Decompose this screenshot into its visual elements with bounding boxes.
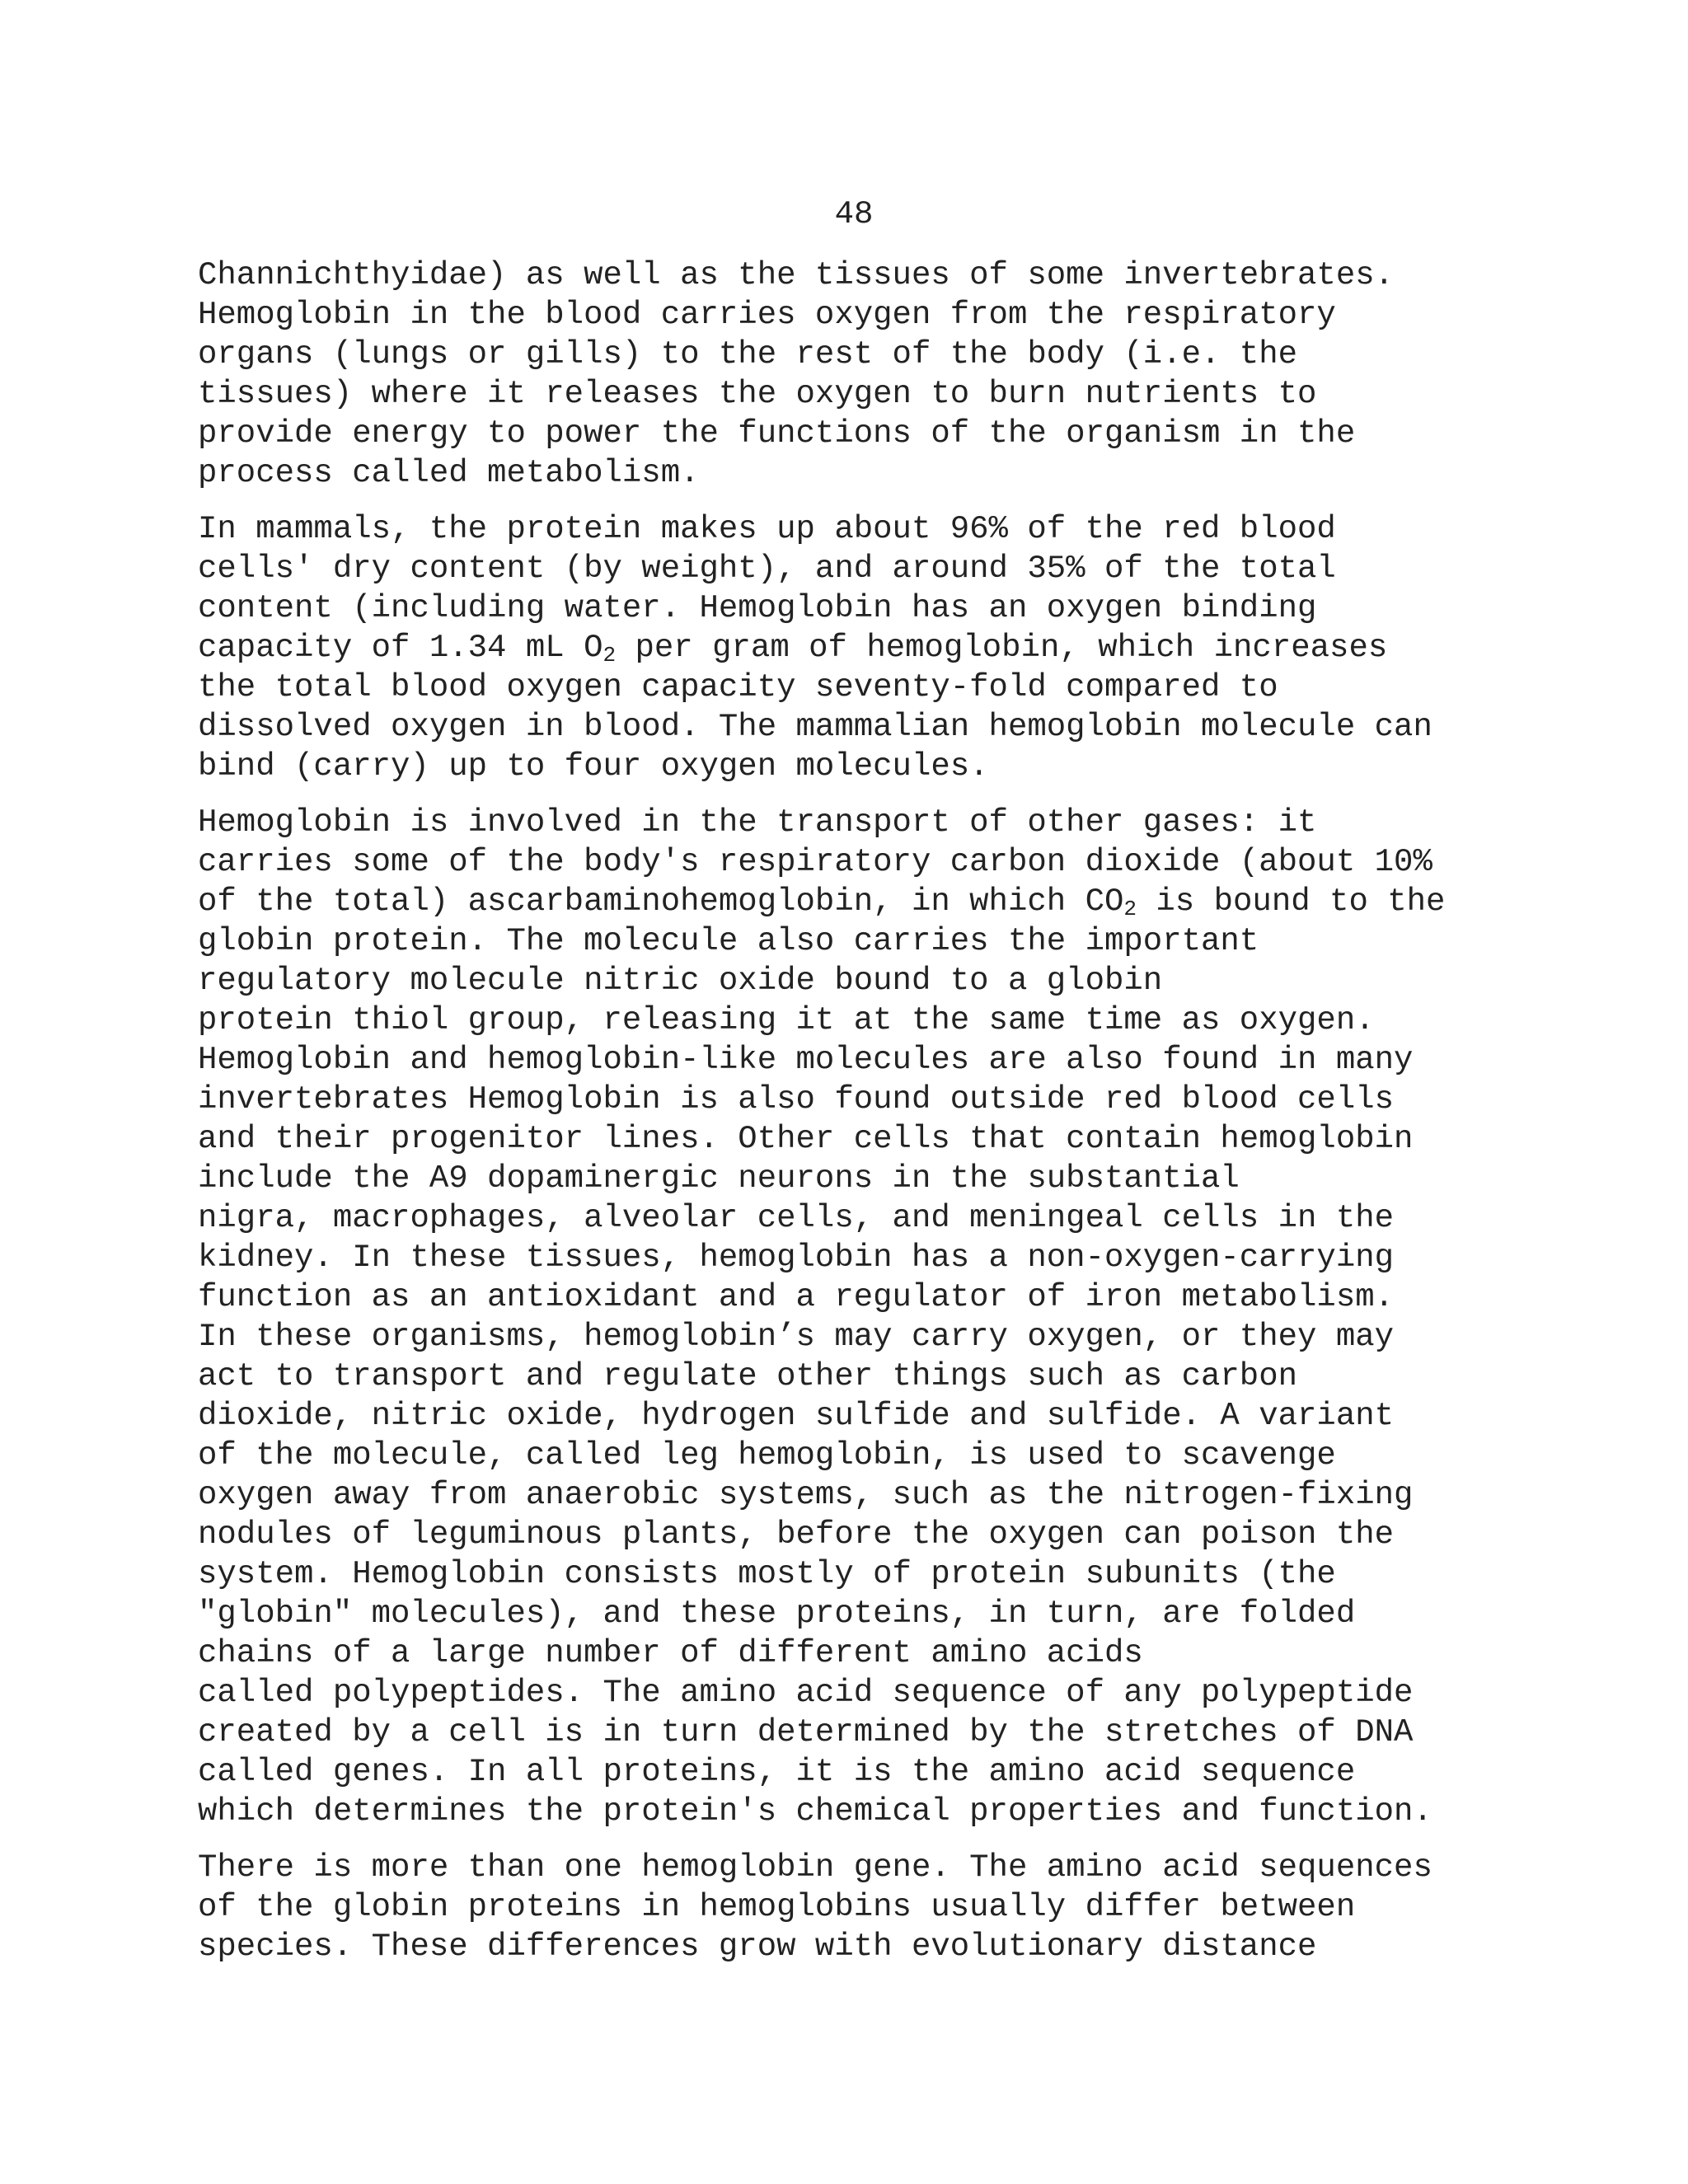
text-line: globin protein. The molecule also carries the important [198,923,1259,959]
paragraph [198,255,1500,493]
text-line: There is more than one hemoglobin gene. The amino acid sequences [198,1849,1432,1886]
text-line: nigra, macrophages, alveolar cells, and meningeal cells in the [198,1200,1395,1236]
text-line: tissues) where it releases the oxygen to burn nutrients to [198,376,1317,412]
text-line: In these organisms, hemoglobin’s may carry oxygen, or they may [198,1319,1395,1355]
text-line: process called metabolism. [198,455,700,491]
text-line: kidney. In these tissues, hemoglobin has a non-oxygen-carrying [198,1240,1395,1276]
text-segment: capacity of 1.34 mL O [198,630,603,666]
text-line: act to transport and regulate other things such as carbon [198,1358,1298,1394]
text-line: Hemoglobin is involved in the transport of other gases: it [198,804,1317,841]
text-line: nodules of leguminous plants, before the oxygen can poison the [198,1516,1395,1553]
text-segment: is bound to the [1137,883,1446,920]
text-line: carries some of the body's respiratory carbon dioxide (about 10% [198,844,1432,880]
text-line: called polypeptides. The amino acid sequence of any polypeptide [198,1675,1414,1711]
text-line: In mammals, the protein makes up about 96% of the red blood [198,511,1336,547]
text-line: of the globin proteins in hemoglobins usually differ between [198,1889,1356,1925]
text-line: invertebrates Hemoglobin is also found outside red blood cells [198,1081,1395,1118]
text-line: created by a cell is in turn determined by the stretches of DNA [198,1714,1414,1750]
text-line: Hemoglobin in the blood carries oxygen from the respiratory [198,297,1336,333]
text-line: include the A9 dopaminergic neurons in the substantial [198,1160,1240,1197]
text-line: dioxide, nitric oxide, hydrogen sulfide and sulfide. A variant [198,1398,1395,1434]
text-line: oxygen away from anaerobic systems, such as the nitrogen-fixing [198,1477,1414,1513]
text-line: Hemoglobin and hemoglobin-like molecules are also found in many [198,1042,1414,1078]
text-line: bind (carry) up to four oxygen molecules. [198,748,989,785]
text-segment: of the total) ascarbaminohemoglobin, in which CO [198,883,1124,920]
text-line: the total blood oxygen capacity seventy-fold compared to [198,669,1278,705]
subscript: 2 [603,643,617,668]
text-line: dissolved oxygen in blood. The mammalian hemoglobin molecule can [198,709,1432,745]
paragraph [198,803,1500,1831]
text-line: system. Hemoglobin consists mostly of protein subunits (the [198,1556,1336,1592]
text-line: and their progenitor lines. Other cells that contain hemoglobin [198,1121,1414,1157]
text-line: organs (lungs or gills) to the rest of the body (i.e. the [198,336,1298,373]
text-line: called genes. In all proteins, it is the amino acid sequence [198,1754,1356,1790]
text-segment: per gram of hemoglobin, which increases [616,630,1388,666]
text-line [198,628,1500,668]
paragraph [198,509,1500,786]
text-line: which determines the protein's chemical properties and function. [198,1793,1432,1830]
paragraph [198,1848,1500,1966]
text-line: protein thiol group, releasing it at the same time as oxygen. [198,1002,1375,1038]
text-line: "globin" molecules), and these proteins, in turn, are folded [198,1596,1356,1632]
text-line: Channichthyidae) as well as the tissues of some invertebrates. [198,257,1395,293]
text-line: regulatory molecule nitric oxide bound to a globin [198,963,1163,999]
text-line: of the molecule, called leg hemoglobin, is used to scavenge [198,1437,1336,1474]
text-line: chains of a large number of different amino acids [198,1635,1143,1671]
text-line: provide energy to power the functions of the organism in the [198,415,1356,452]
text-line: species. These differences grow with evolutionary distance [198,1929,1317,1965]
text-line: cells' dry content (by weight), and around 35% of the total [198,551,1336,587]
text-line [198,882,1500,921]
body-text [198,255,1500,1983]
text-line: content (including water. Hemoglobin has an oxygen binding [198,590,1317,626]
text-line: function as an antioxidant and a regulator of iron metabolism. [198,1279,1395,1315]
subscript: 2 [1123,897,1137,921]
page-number: 48 [834,196,874,232]
